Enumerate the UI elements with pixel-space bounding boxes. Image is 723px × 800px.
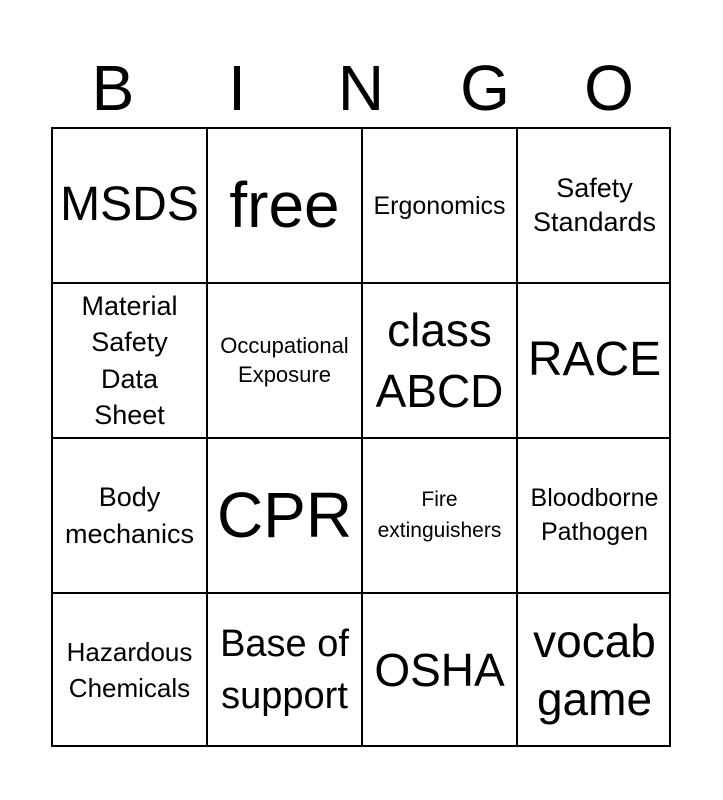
bingo-cell-text: Ergonomics bbox=[373, 191, 506, 220]
header-letter-i: I bbox=[228, 52, 246, 124]
bingo-cell-text: vocab game bbox=[533, 614, 656, 725]
bingo-cell[interactable] bbox=[361, 282, 516, 437]
bingo-cell[interactable] bbox=[206, 592, 361, 747]
bingo-cell-text: Occupational Exposure bbox=[220, 332, 349, 387]
bingo-cell[interactable] bbox=[206, 282, 361, 437]
header-letter-b: B bbox=[91, 52, 135, 124]
bingo-cell-text: Fire extinguishers bbox=[377, 488, 502, 542]
bingo-cell-text: OSHA bbox=[374, 644, 505, 697]
bingo-cell[interactable] bbox=[516, 282, 671, 437]
bingo-cell-text: Material Safety Data Sheet bbox=[81, 290, 178, 430]
bingo-cell[interactable] bbox=[51, 282, 206, 437]
bingo-cell-text: MSDS bbox=[60, 178, 199, 232]
bingo-cell[interactable] bbox=[361, 592, 516, 747]
bingo-header bbox=[51, 52, 671, 124]
header-letter-o: O bbox=[584, 52, 634, 124]
bingo-cell-text: free bbox=[229, 168, 340, 241]
bingo-cell[interactable] bbox=[516, 127, 671, 282]
bingo-cell[interactable] bbox=[51, 437, 206, 592]
header-letter-n: N bbox=[337, 52, 385, 124]
bingo-cell[interactable] bbox=[361, 437, 516, 592]
bingo-cell[interactable] bbox=[516, 437, 671, 592]
bingo-cell-text: Body mechanics bbox=[64, 482, 195, 549]
bingo-cell-text: CPR bbox=[216, 478, 353, 551]
header-letter-g: G bbox=[460, 52, 510, 124]
bingo-cell-text: Hazardous Chemicals bbox=[66, 637, 193, 703]
bingo-card-grid bbox=[51, 127, 671, 747]
bingo-cell-text: Base of support bbox=[220, 623, 349, 717]
bingo-cell-text: Bloodborne Pathogen bbox=[530, 483, 659, 546]
bingo-cell[interactable] bbox=[51, 592, 206, 747]
bingo-cell-text: Safety Standards bbox=[532, 172, 657, 237]
bingo-cell[interactable] bbox=[516, 592, 671, 747]
bingo-cell[interactable] bbox=[361, 127, 516, 282]
bingo-cell-free[interactable] bbox=[206, 127, 361, 282]
bingo-cell-text: RACE bbox=[527, 333, 662, 387]
bingo-cell[interactable] bbox=[206, 437, 361, 592]
bingo-cell-text: class ABCD bbox=[375, 303, 504, 417]
bingo-cell[interactable] bbox=[51, 127, 206, 282]
